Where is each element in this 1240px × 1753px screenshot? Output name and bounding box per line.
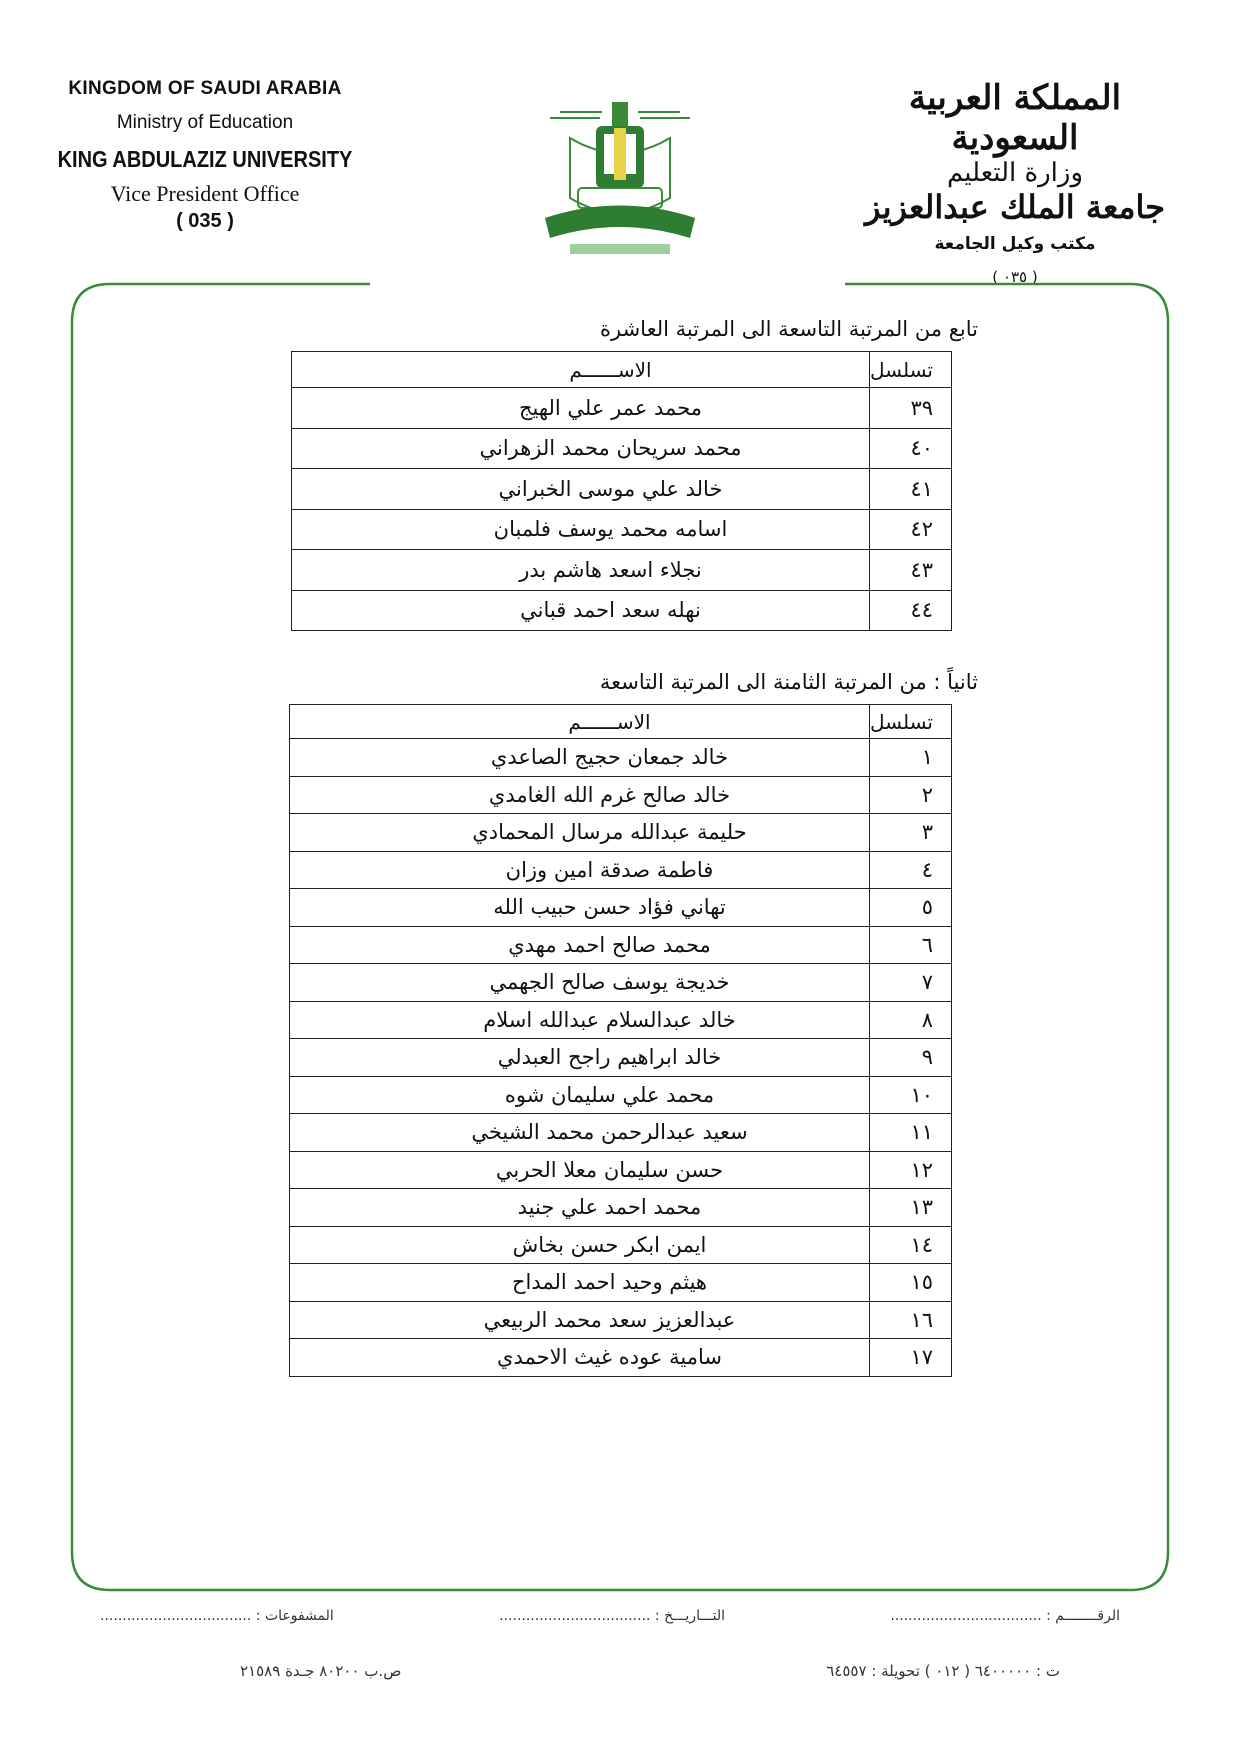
header-arabic [840, 78, 1190, 286]
col-seq-header: تسلسل [869, 352, 951, 388]
row-seq: ٧ [869, 964, 951, 1002]
row-seq: ٣٩ [869, 388, 951, 429]
row-name: نجلاء اسعد هاشم بدر [292, 550, 870, 591]
row-name: حليمة عبدالله مرسال المحمادي [290, 814, 870, 852]
row-name: خالد علي موسى الخبراني [292, 469, 870, 510]
row-seq: ١٦ [869, 1301, 951, 1339]
row-seq: ٤٤ [869, 590, 951, 631]
row-name: هيثم وحيد احمد المداح [290, 1264, 870, 1302]
row-name: سعيد عبدالرحمن محمد الشيخي [290, 1114, 870, 1152]
table-row [292, 590, 952, 631]
office-code-en: ( 035 ) [176, 210, 234, 232]
row-seq: ١٢ [869, 1151, 951, 1189]
footer-phone: ت : ٦٤٠٠٠٠٠ ( ٠١٢ ) تحويلة : ٦٤٥٥٧ [826, 1662, 1060, 1680]
table-row [290, 851, 952, 889]
row-name: خديجة يوسف صالح الجهمي [290, 964, 870, 1002]
row-seq: ١٥ [869, 1264, 951, 1302]
table-row [290, 1001, 952, 1039]
table-row [290, 1039, 952, 1077]
table-row [292, 388, 952, 429]
table-header-row [292, 352, 952, 388]
row-seq: ٦ [869, 926, 951, 964]
row-name: نهله سعد احمد قباني [292, 590, 870, 631]
footer-attachments: المشفوعات : .................................. [100, 1608, 334, 1624]
row-seq: ٣ [869, 814, 951, 852]
table-row [290, 1189, 952, 1227]
office-ar: مكتب وكيل الجامعة [934, 234, 1096, 254]
row-seq: ١٧ [869, 1339, 951, 1377]
row-seq: ١١ [869, 1114, 951, 1152]
section2-title: ثانياً : من المرتبة الثامنة الى المرتبة التاسعة [599, 670, 978, 694]
row-seq: ١٤ [869, 1226, 951, 1264]
table-row [290, 814, 952, 852]
table-row [290, 1151, 952, 1189]
table-row [290, 889, 952, 927]
header-english [40, 78, 370, 233]
row-name: ايمن ابكر حسن بخاش [290, 1226, 870, 1264]
table-row [290, 964, 952, 1002]
table-row [292, 469, 952, 510]
footer-date: التـــاريـــخ : .................................. [499, 1608, 726, 1624]
section1-title: تابع من المرتبة التاسعة الى المرتبة العاشرة [600, 317, 978, 341]
university-en: KING ABDULAZIZ UNIVERSITY [57, 147, 353, 173]
footer-number: الرقــــــــم : .................................. [890, 1608, 1120, 1624]
row-seq: ٤٣ [869, 550, 951, 591]
row-name: اسامه محمد يوسف فلمبان [292, 509, 870, 550]
row-name: حسن سليمان معلا الحربي [290, 1151, 870, 1189]
row-name: سامية عوده غيث الاحمدي [290, 1339, 870, 1377]
table-row [290, 1226, 952, 1264]
row-name: عبدالعزيز سعد محمد الربيعي [290, 1301, 870, 1339]
table-row [292, 428, 952, 469]
table-row [290, 1076, 952, 1114]
row-seq: ٥ [869, 889, 951, 927]
row-name: محمد علي سليمان شوه [290, 1076, 870, 1114]
section1-table [291, 351, 952, 631]
university-ar: جامعة الملك عبدالعزيز [864, 188, 1166, 226]
table-row [290, 739, 952, 777]
row-seq: ٤٢ [869, 509, 951, 550]
row-seq: ٤٠ [869, 428, 951, 469]
col-seq-header: تسلسل [869, 705, 951, 739]
table-row [290, 1114, 952, 1152]
footer-fields [100, 1608, 1120, 1624]
row-name: محمد عمر علي الهيج [292, 388, 870, 429]
footer-contact [240, 1662, 1060, 1680]
kingdom-ar: المملكة العربية السعودية [908, 78, 1122, 158]
row-seq: ١٠ [869, 1076, 951, 1114]
col-name-header: الاســــــم [290, 705, 870, 739]
row-seq: ٨ [869, 1001, 951, 1039]
table-header-row [290, 705, 952, 739]
row-name: تهاني فؤاد حسن حبيب الله [290, 889, 870, 927]
table-row [290, 1264, 952, 1302]
row-name: خالد عبدالسلام عبدالله اسلام [290, 1001, 870, 1039]
row-name: محمد صالح احمد مهدي [290, 926, 870, 964]
office-code-ar: ( ٠٣٥ ) [992, 268, 1038, 286]
ministry-en: Ministry of Education [116, 112, 294, 133]
row-seq: ٤ [869, 851, 951, 889]
row-name: خالد جمعان حجيج الصاعدي [290, 739, 870, 777]
col-name-header: الاســــــم [292, 352, 870, 388]
table-row [290, 1301, 952, 1339]
table-row [290, 776, 952, 814]
section2-table [289, 704, 952, 1377]
table-row [292, 550, 952, 591]
row-name: فاطمة صدقة امين وزان [290, 851, 870, 889]
table-row [290, 926, 952, 964]
row-name: خالد صالح غرم الله الغامدي [290, 776, 870, 814]
office-en: Vice President Office [110, 181, 300, 206]
row-name: محمد سريحان محمد الزهراني [292, 428, 870, 469]
row-seq: ١ [869, 739, 951, 777]
row-name: خالد ابراهيم راجح العبدلي [290, 1039, 870, 1077]
table-row [290, 1339, 952, 1377]
row-seq: ١٣ [869, 1189, 951, 1227]
footer-address: ص.ب ٨٠٢٠٠ جـدة ٢١٥٨٩ [240, 1662, 402, 1680]
row-seq: ٤١ [869, 469, 951, 510]
row-seq: ٢ [869, 776, 951, 814]
university-emblem-icon [540, 98, 700, 266]
table-row [292, 509, 952, 550]
row-name: محمد احمد علي جنيد [290, 1189, 870, 1227]
kingdom-en: KINGDOM OF SAUDI ARABIA [68, 78, 342, 99]
ministry-ar: وزارة التعليم [946, 158, 1084, 188]
row-seq: ٩ [869, 1039, 951, 1077]
